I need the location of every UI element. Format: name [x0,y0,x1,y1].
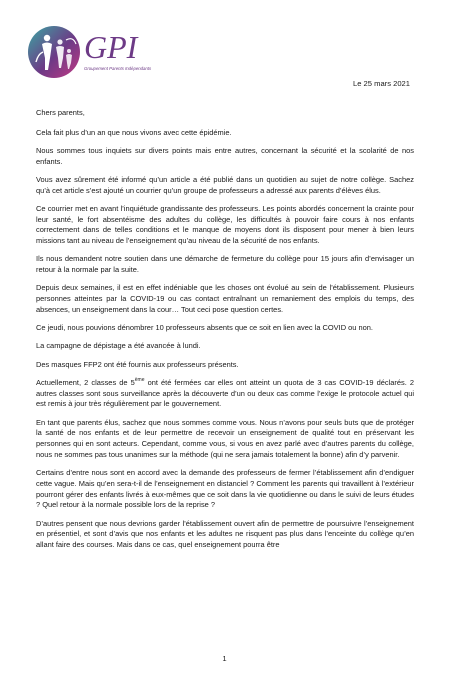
gpi-logo [26,22,156,84]
paragraph: Nous sommes tous inquiets sur divers points mais entre autres, concernant la sécurité et la scolarité de nos enfants. [36,146,414,166]
letter-body [36,108,414,558]
paragraph: Ce jeudi, nous pouvions dénombrer 10 professeurs absents que ce soit en lien avec la COVID ou non. [36,323,373,333]
paragraph: Des masques FFP2 ont été fournis aux professeurs présents. [36,359,239,369]
gpi-logo-graphic [26,22,156,84]
classes-superscript: ème [134,376,145,383]
paragraph: Certains d’entre nous sont en accord avec la demande des professeurs de fermer l’établissement afin d’endiguer cette vague. Mais qu’en sera-t-il de l’enseignement en distanciel ? Comment les parents qui travaillent à l’extérieur pourront gérer des enfants livrés à eux-mêmes que ce soit dans la vie quotidienne ou dans le suivi de leurs études ? Quel retour à la normale possible lors de la reprise ? [36,468,414,510]
paragraph: Ils nous demandent notre soutien dans une démarche de fermeture du collège pour 15 jours afin d’envisager un retour à la normale par la suite. [36,254,414,275]
page-number: 1 [222,654,227,663]
logo-tagline: Groupement Parents Indépendants [84,66,152,71]
paragraph: Cela fait plus d’un an que nous vivons avec cette épidémie. [36,127,232,137]
paragraph: Depuis deux semaines, il est en effet indéniable que les choses ont évolué au sein de l’établissement. Plusieurs personnes atteintes par la COVID-19 ou cas contact entraînant un remaniement des emplois du temps, des absences, un enseignement dans la cour… Tout ceci pose question certes. [36,283,414,314]
classes-text-after: ont été fermées car elles ont atteint un quota de 3 cas COVID-19 déclarés. 2 autres classes sont sous surveillance après la découverte d’un ou deux cas comme l’exige le protocole actuel qui est remis à jour très régulièrement par le gouvernement. [36,378,414,409]
logo-letters: GPI [84,29,138,65]
letter-date: Le 25 mars 2021 [353,79,410,88]
paragraph-classes [36,378,414,410]
classes-text-before: Actuellement, 2 classes de 5 [36,378,135,387]
paragraph: D’autres pensent que nous devrions garder l’établissement ouvert afin de permettre de poursuivre l’enseignement en présentiel, et sont d’avis que nos enfants et les adultes ne risquent pas plus dans l’enceinte du collège qu’en allant faire des courses. Mais dans ce cas, quel enseignement pourra être [36,518,414,549]
paragraph: La campagne de dépistage a été avancée à lundi. [36,341,201,351]
paragraph: Ce courrier met en avant l’inquiétude grandissante des professeurs. Les points abordés concernent la crainte pour leur santé, le fort absentéisme des adultes du collège, les difficultés à pouvoir faire cours à nos enfants correctement dans de telles conditions et le manque de moyens dont ils disposent pour mener à bien leurs missions tant au niveau de l’enseignement qu’au niveau de la sécurité de nos enfants. [36,204,414,246]
paragraph: En tant que parents élus, sachez que nous sommes comme vous. Nous n’avons pour seuls buts que de protéger la santé de nos enfants et de leur permettre de recevoir un enseignement de qualité tout en préservant les personnes qui en sont acteurs. Cependant, comme vous, si vous en avez parlé avec d’autres parents du collège, nous ne sommes pas tous unanimes sur la méthode (qui ne sera jamais totalement la bonne) afin d’y parvenir. [36,417,414,459]
greeting: Chers parents, [36,108,85,117]
paragraph: Vous avez sûrement été informé qu’un article a été publié dans un quotidien au sujet de notre collège. Sachez qu’à cet article s’est ajouté un courrier qu’un groupe de professeurs a adressé aux parents d’élèves élus. [36,175,414,195]
